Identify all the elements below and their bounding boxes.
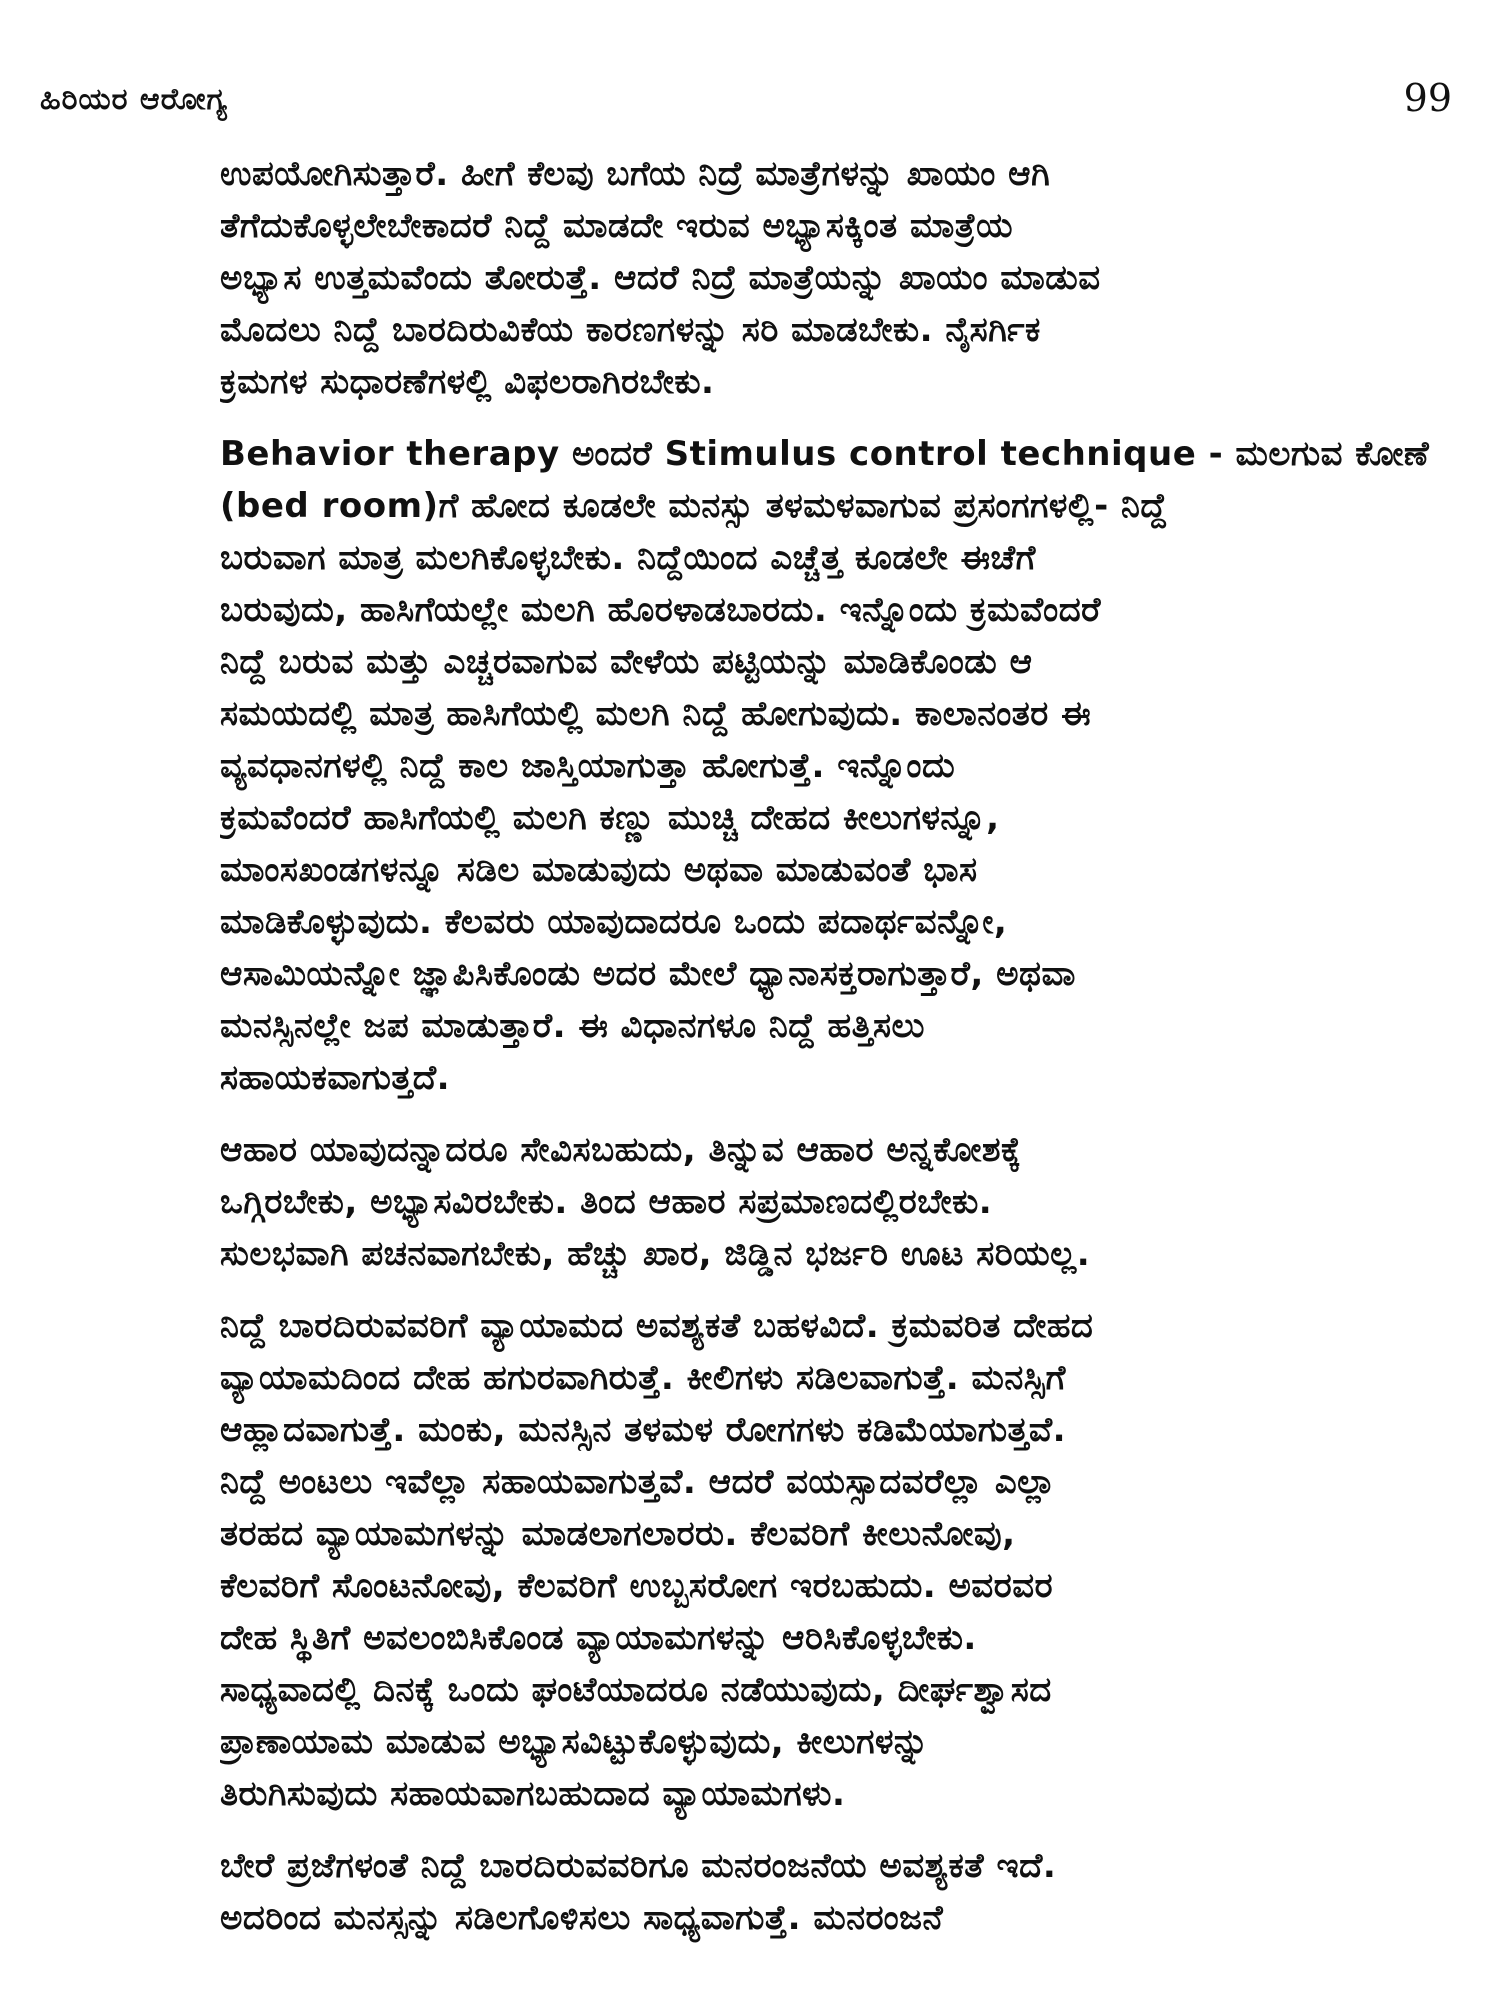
text-line: ಒಗ್ಗಿರಬೇಕು, ಅಭ್ಯಾಸವಿರಬೇಕು. ತಿಂದ ಆಹಾರ ಸಪ್ರಮಾಣದಲ್ಲಿರಬೇಕು. bbox=[220, 1182, 993, 1222]
text-line: Behavior therapy ಅಂದರೆ Stimulus control technique - ಮಲಗುವ ಕೋಣೆ bbox=[220, 434, 1430, 474]
paragraph-1 bbox=[220, 148, 1455, 408]
body-text bbox=[220, 148, 1455, 1964]
text-line: ಮೊದಲು ನಿದ್ದೆ ಬಾರದಿರುವಿಕೆಯ ಕಾರಣಗಳನ್ನು ಸರಿ ಮಾಡಬೇಕು. ನೈಸರ್ಗಿಕ bbox=[220, 310, 1041, 350]
text-line: ಸುಲಭವಾಗಿ ಪಚನವಾಗಬೇಕು, ಹೆಚ್ಚು ಖಾರ, ಜಿಡ್ಡಿನ ಭರ್ಜರಿ ಊಟ ಸರಿಯಲ್ಲ. bbox=[220, 1234, 1091, 1274]
text-line: ನಿದ್ದೆ ಅಂಟಲು ಇವೆಲ್ಲಾ ಸಹಾಯವಾಗುತ್ತವೆ. ಆದರೆ ವಯಸ್ಸಾದವರೆಲ್ಲಾ ಎಲ್ಲಾ bbox=[220, 1462, 1056, 1502]
text-line: ತರಹದ ವ್ಯಾಯಾಮಗಳನ್ನು ಮಾಡಲಾಗಲಾರರು. ಕೆಲವರಿಗೆ ಕೀಲುನೋವು, bbox=[220, 1514, 1016, 1554]
text-line: ಉಪಯೋಗಿಸುತ್ತಾರೆ. ಹೀಗೆ ಕೆಲವು ಬಗೆಯ ನಿದ್ರೆ ಮಾತ್ರೆಗಳನ್ನು ಖಾಯಂ ಆಗಿ bbox=[220, 154, 1051, 194]
text-line: ನಿದ್ದೆ ಬರುವ ಮತ್ತು ಎಚ್ಚರವಾಗುವ ವೇಳೆಯ ಪಟ್ಟಿಯನ್ನು ಮಾಡಿಕೊಂಡು ಆ bbox=[220, 642, 1033, 682]
text-line: ತೆಗೆದುಕೊಳ್ಳಲೇಬೇಕಾದರೆ ನಿದ್ದೆ ಮಾಡದೇ ಇರುವ ಅಭ್ಯಾಸಕ್ಕಿಂತ ಮಾತ್ರೆಯ bbox=[220, 206, 1014, 246]
text-line: ಕ್ರಮಗಳ ಸುಧಾರಣೆಗಳಲ್ಲಿ ವಿಫಲರಾಗಿರಬೇಕು. bbox=[220, 362, 715, 402]
text-line: ಸಹಾಯಕವಾಗುತ್ತದೆ. bbox=[220, 1058, 451, 1098]
text-line: ಸಮಯದಲ್ಲಿ ಮಾತ್ರ ಹಾಸಿಗೆಯಲ್ಲಿ ಮಲಗಿ ನಿದ್ದೆ ಹೋಗುವುದು. ಕಾಲಾನಂತರ ಈ bbox=[220, 694, 1092, 734]
text-line: ಸಾಧ್ಯವಾದಲ್ಲಿ ದಿನಕ್ಕೆ ಒಂದು ಘಂಟೆಯಾದರೂ ನಡೆಯುವುದು, ದೀರ್ಘಶ್ವಾಸದ bbox=[220, 1670, 1052, 1710]
text-line: ಆಹ್ಲಾದವಾಗುತ್ತೆ. ಮಂಕು, ಮನಸ್ಸಿನ ತಳಮಳ ರೋಗಗಳು ಕಡಿಮೆಯಾಗುತ್ತವೆ. bbox=[220, 1410, 1067, 1450]
text-line: (bed room)ಗೆ ಹೋದ ಕೂಡಲೇ ಮನಸ್ಸು ತಳಮಳವಾಗುವ ಪ್ರಸಂಗಗಳಲ್ಲಿ- ನಿದ್ದೆ bbox=[220, 486, 1168, 526]
text-line: ಬರುವಾಗ ಮಾತ್ರ ಮಲಗಿಕೊಳ್ಳಬೇಕು. ನಿದ್ದೆಯಿಂದ ಎಚ್ಚೆತ್ತ ಕೂಡಲೇ ಈಚೆಗೆ bbox=[220, 538, 1036, 578]
page-number: 99 bbox=[1403, 76, 1452, 120]
paragraph-5 bbox=[220, 1840, 1455, 1944]
text-line: ಪ್ರಾಣಾಯಾಮ ಮಾಡುವ ಅಭ್ಯಾಸವಿಟ್ಟುಕೊಳ್ಳುವುದು, ಕೀಲುಗಳನ್ನು bbox=[220, 1722, 929, 1762]
text-line: ನಿದ್ದೆ ಬಾರದಿರುವವರಿಗೆ ವ್ಯಾಯಾಮದ ಅವಶ್ಯಕತೆ ಬಹಳವಿದೆ. ಕ್ರಮವರಿತ ದೇಹದ bbox=[220, 1306, 1094, 1346]
text-line: ಕೆಲವರಿಗೆ ಸೊಂಟನೋವು, ಕೆಲವರಿಗೆ ಉಬ್ಬಸರೋಗ ಇರಬಹುದು. ಅವರವರ bbox=[220, 1566, 1054, 1606]
text-line: ಅಭ್ಯಾಸ ಉತ್ತಮವೆಂದು ತೋರುತ್ತೆ. ಆದರೆ ನಿದ್ರೆ ಮಾತ್ರೆಯನ್ನು ಖಾಯಂ ಮಾಡುವ bbox=[220, 258, 1101, 298]
text-line: ಆಹಾರ ಯಾವುದನ್ನಾದರೂ ಸೇವಿಸಬಹುದು, ತಿನ್ನುವ ಆಹಾರ ಅನ್ನಕೋಶಕ್ಕೆ bbox=[220, 1130, 1022, 1170]
text-line: ಮಾಡಿಕೊಳ್ಳುವುದು. ಕೆಲವರು ಯಾವುದಾದರೂ ಒಂದು ಪದಾರ್ಥವನ್ನೋ, bbox=[220, 902, 1008, 942]
text-line: ಆಸಾಮಿಯನ್ನೋ ಜ್ಞಾಪಿಸಿಕೊಂಡು ಅದರ ಮೇಲೆ ಧ್ಯಾನಾಸಕ್ತರಾಗುತ್ತಾರೆ, ಅಥವಾ bbox=[220, 954, 1076, 994]
paragraph-3 bbox=[220, 1124, 1455, 1280]
paragraph-4 bbox=[220, 1300, 1455, 1820]
text-line: ಮಾಂಸಖಂಡಗಳನ್ನೂ ಸಡಿಲ ಮಾಡುವುದು ಅಥವಾ ಮಾಡುವಂತೆ ಭಾಸ bbox=[220, 850, 978, 890]
text-line: ವ್ಯಾಯಾಮದಿಂದ ದೇಹ ಹಗುರವಾಗಿರುತ್ತೆ. ಕೀಲಿಗಳು ಸಡಿಲವಾಗುತ್ತೆ. ಮನಸ್ಸಿಗೆ bbox=[220, 1358, 1066, 1398]
text-line: ಅದರಿಂದ ಮನಸ್ಸನ್ನು ಸಡಿಲಗೊಳಿಸಲು ಸಾಧ್ಯವಾಗುತ್ತೆ. ಮನರಂಜನೆ bbox=[220, 1898, 944, 1938]
text-line: ಕ್ರಮವೆಂದರೆ ಹಾಸಿಗೆಯಲ್ಲಿ ಮಲಗಿ ಕಣ್ಣು ಮುಚ್ಚಿ ದೇಹದ ಕೀಲುಗಳನ್ನೂ, bbox=[220, 798, 1000, 838]
text-line: ಬೇರೆ ಪ್ರಜೆಗಳಂತೆ ನಿದ್ದೆ ಬಾರದಿರುವವರಿಗೂ ಮನರಂಜನೆಯ ಅವಶ್ಯಕತೆ ಇದೆ. bbox=[220, 1846, 1057, 1886]
text-line: ತಿರುಗಿಸುವುದು ಸಹಾಯವಾಗಬಹುದಾದ ವ್ಯಾಯಾಮಗಳು. bbox=[220, 1774, 846, 1814]
paragraph-2 bbox=[220, 428, 1455, 1104]
text-line: ಬರುವುದು, ಹಾಸಿಗೆಯಲ್ಲೇ ಮಲಗಿ ಹೊರಳಾಡಬಾರದು. ಇನ್ನೊಂದು ಕ್ರಮವೆಂದರೆ bbox=[220, 590, 1102, 630]
text-line: ವ್ಯವಧಾನಗಳಲ್ಲಿ ನಿದ್ದೆ ಕಾಲ ಜಾಸ್ತಿಯಾಗುತ್ತಾ ಹೋಗುತ್ತೆ. ಇನ್ನೊಂದು bbox=[220, 746, 956, 786]
text-line: ಮನಸ್ಸಿನಲ್ಲೇ ಜಪ ಮಾಡುತ್ತಾರೆ. ಈ ವಿಧಾನಗಳೂ ನಿದ್ದೆ ಹತ್ತಿಸಲು bbox=[220, 1006, 925, 1046]
text-line: ದೇಹ ಸ್ಥಿತಿಗೆ ಅವಲಂಬಿಸಿಕೊಂಡ ವ್ಯಾಯಾಮಗಳನ್ನು ಆರಿಸಿಕೊಳ್ಳಬೇಕು. bbox=[220, 1618, 977, 1658]
running-title: ಹಿರಿಯರ ಆರೋಗ್ಯ bbox=[40, 82, 228, 117]
